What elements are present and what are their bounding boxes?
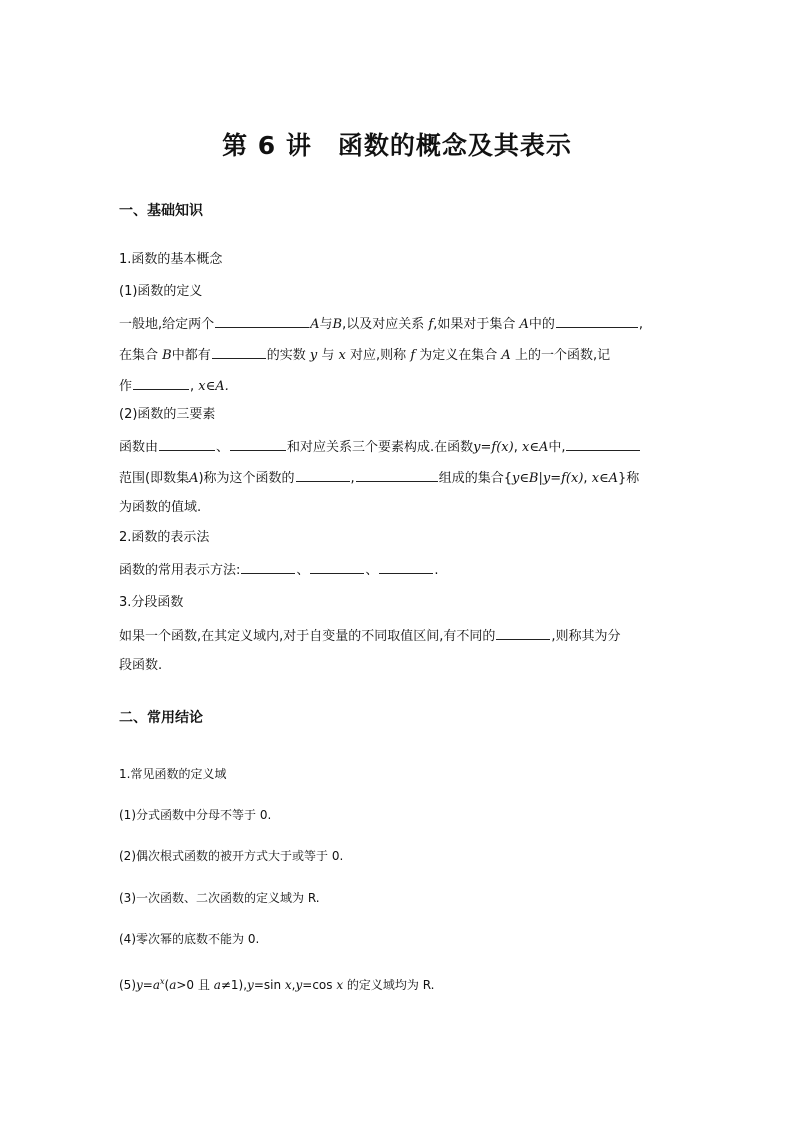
text: 作	[119, 379, 133, 394]
text: ,	[513, 440, 518, 455]
piecewise-line-1	[119, 626, 679, 645]
text: 中都有	[171, 348, 211, 363]
piecewise-line-2: 段函数.	[119, 658, 163, 673]
text: 如果一个函数,在其定义域内,对于自变量的不同取值区间,有不同的	[119, 629, 496, 644]
math-var: A	[519, 317, 529, 332]
math-var: y	[295, 978, 303, 992]
fill-blank[interactable]	[212, 345, 266, 359]
math-expr: x∈A	[591, 471, 619, 486]
text: =sin	[253, 978, 285, 992]
math-var: x	[338, 348, 346, 363]
three-elements-line-3: 为函数的值域.	[119, 500, 202, 515]
conclusion-5	[119, 973, 679, 994]
fill-blank[interactable]	[241, 560, 295, 574]
section-heading-common-conclusions: 二、常用结论	[119, 710, 203, 726]
math-var: A	[310, 317, 320, 332]
text: 中的	[528, 317, 555, 332]
math-expr: y=a	[136, 978, 160, 992]
fill-blank[interactable]	[296, 468, 350, 482]
conclusion-4: (4)零次幂的底数不能为 0.	[119, 932, 260, 946]
definition-line-3	[119, 376, 679, 395]
text: 与	[321, 348, 335, 363]
item-title-representation: 2.函数的表示法	[119, 530, 210, 545]
math-var: y	[247, 978, 254, 992]
text: 范围(即数集	[119, 471, 190, 486]
definition-line-2	[119, 345, 679, 364]
text: 、	[216, 440, 230, 455]
definition-line-1	[119, 314, 679, 333]
math-var: A	[189, 471, 199, 486]
text: ≠1),	[220, 978, 248, 992]
text: (	[164, 978, 170, 992]
fill-blank[interactable]	[310, 560, 364, 574]
text: ,	[583, 471, 588, 486]
text: 和对应关系三个要素构成.在函数	[287, 440, 474, 455]
item-title-domains: 1.常见函数的定义域	[119, 767, 227, 781]
text: ,	[638, 317, 644, 332]
text: 为定义在集合	[419, 348, 498, 363]
math-var: x	[336, 978, 344, 992]
conclusion-2: (2)偶次根式函数的被开方式大于或等于 0.	[119, 849, 344, 863]
section-heading-basic-knowledge: 一、基础知识	[119, 203, 203, 219]
math-var: f	[410, 348, 416, 363]
superscript: x	[160, 977, 165, 986]
math-expr: x∈A	[521, 440, 549, 455]
text: 函数的常用表示方法:	[119, 563, 241, 578]
text: ,	[190, 379, 195, 394]
text: }称	[618, 471, 640, 486]
subitem-three-elements: (2)函数的三要素	[119, 407, 216, 422]
text: ,如果对于集合	[433, 317, 516, 332]
text: 与	[319, 317, 333, 332]
text: >0 且	[176, 978, 214, 992]
math-var: B	[332, 317, 343, 332]
fill-blank[interactable]	[356, 468, 438, 482]
text: 一般地,给定两个	[119, 317, 215, 332]
item-title-function-concept: 1.函数的基本概念	[119, 252, 223, 267]
math-var: B	[162, 348, 172, 363]
text: 上的一个函数,记	[514, 348, 611, 363]
fill-blank[interactable]	[566, 437, 640, 451]
math-var: a	[169, 978, 177, 992]
text: ,则称其为分	[551, 629, 621, 644]
text: 的定义域均为 R.	[343, 978, 435, 992]
fill-blank[interactable]	[496, 626, 550, 640]
text: .	[434, 563, 439, 578]
representation-line	[119, 560, 679, 579]
conclusion-1: (1)分式函数中分母不等于 0.	[119, 808, 272, 822]
fill-blank[interactable]	[159, 437, 215, 451]
three-elements-line-2	[119, 468, 679, 487]
fill-blank[interactable]	[379, 560, 433, 574]
text: 在集合	[119, 348, 159, 363]
text: 对应,则称	[350, 348, 407, 363]
item-title-piecewise: 3.分段函数	[119, 595, 184, 610]
text: =cos	[302, 978, 337, 992]
three-elements-line-1	[119, 437, 679, 456]
subitem-definition: (1)函数的定义	[119, 284, 203, 299]
fill-blank[interactable]	[556, 314, 638, 328]
text: 的实数	[266, 348, 306, 363]
math-var: f	[428, 317, 434, 332]
math-var: y	[309, 348, 318, 363]
text: 、	[365, 563, 379, 578]
text: )称为这个函数的	[198, 471, 295, 486]
text: 、	[296, 563, 310, 578]
math-var: A	[501, 348, 511, 363]
page-title: 第 6 讲 函数的概念及其表示	[222, 131, 572, 160]
text: 中,	[548, 440, 566, 455]
text: ,	[350, 471, 355, 486]
fill-blank[interactable]	[215, 314, 309, 328]
text: 函数由	[119, 440, 159, 455]
fill-blank[interactable]	[230, 437, 286, 451]
conclusion-3: (3)一次函数、二次函数的定义域为 R.	[119, 891, 320, 905]
text: ,以及对应关系	[342, 317, 425, 332]
text: (5)	[119, 978, 136, 992]
math-expr: y=f(x)	[473, 440, 514, 455]
text: 组成的集合{	[438, 471, 512, 486]
math-expr: x∈A.	[198, 379, 229, 394]
math-var: a	[213, 978, 221, 992]
math-expr: y∈B|y=f(x)	[511, 471, 584, 486]
text: ,	[291, 978, 296, 992]
fill-blank[interactable]	[133, 376, 189, 390]
math-var: x	[284, 978, 292, 992]
